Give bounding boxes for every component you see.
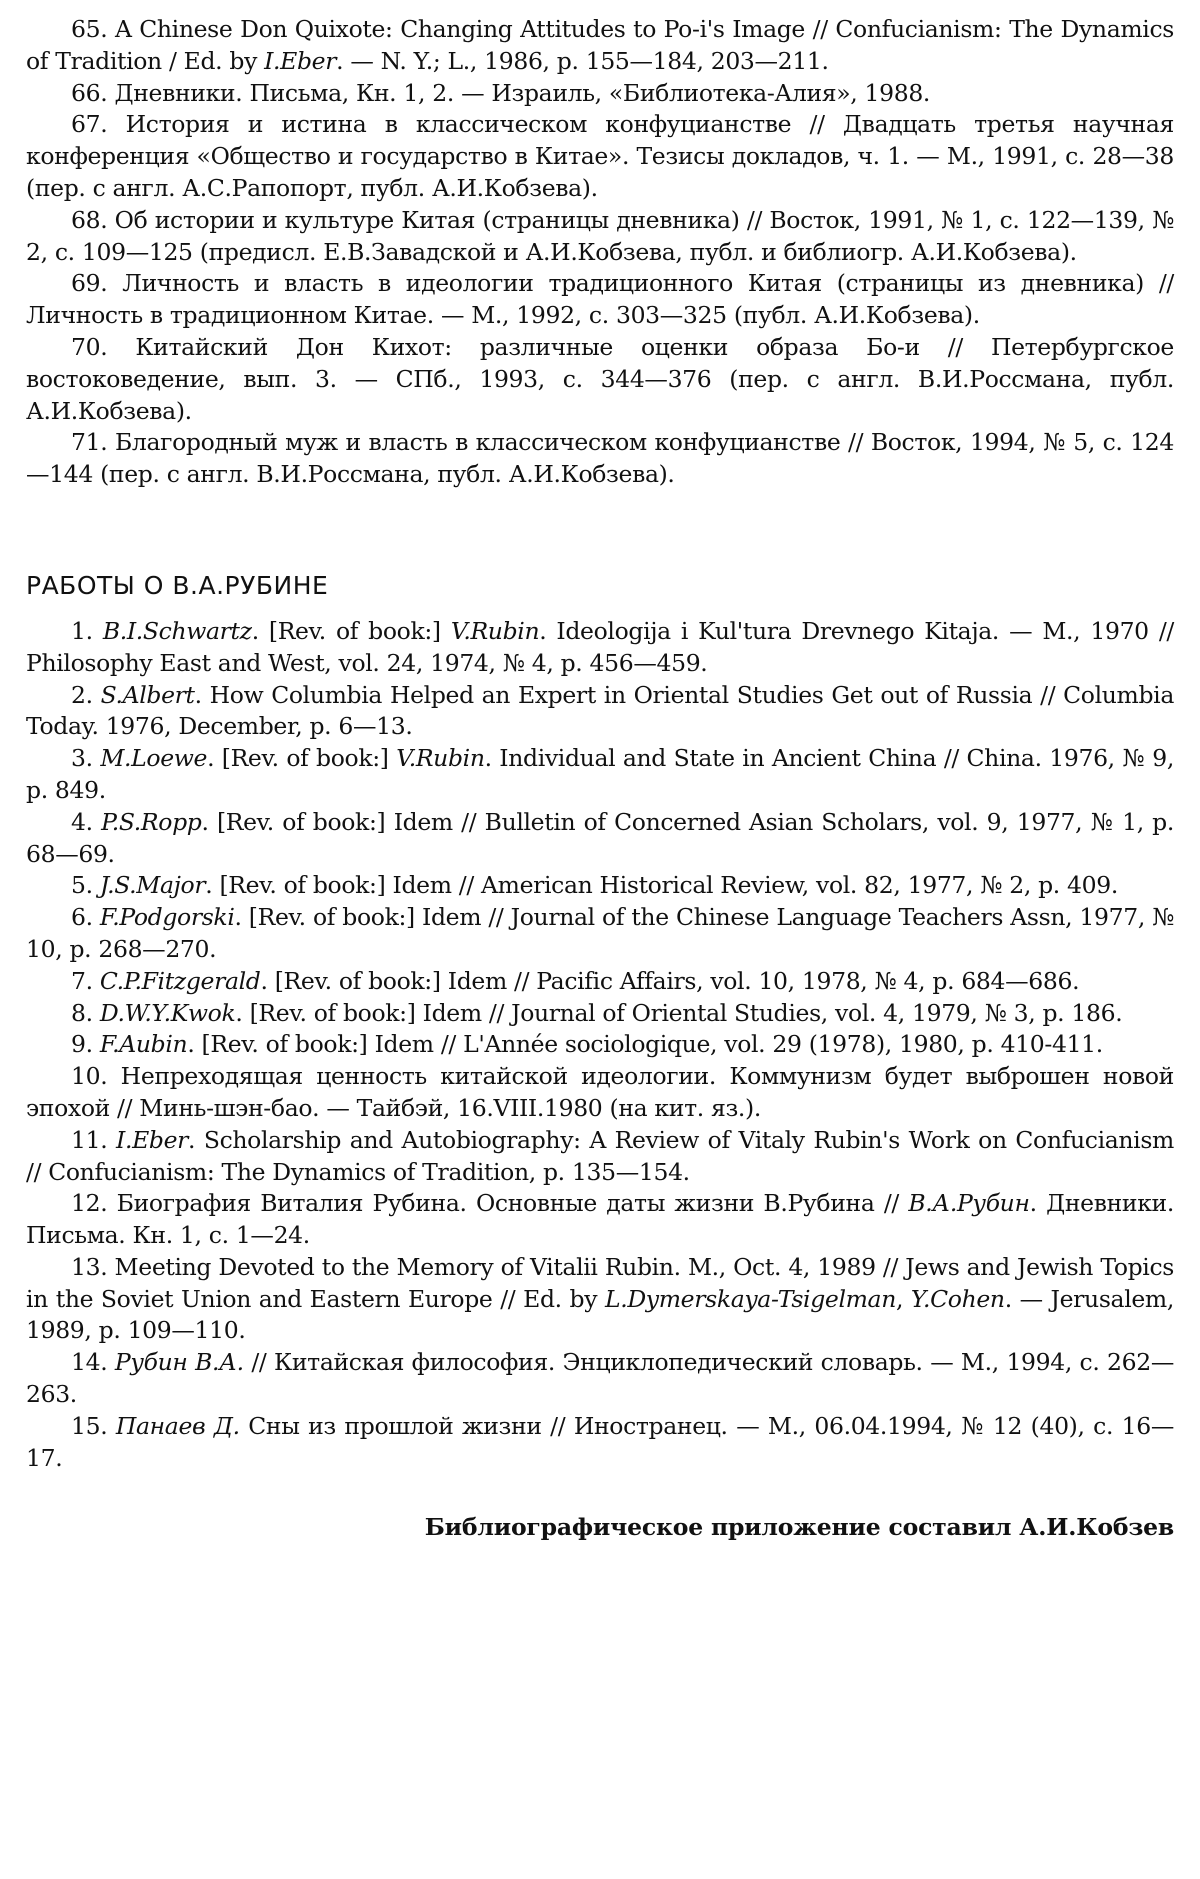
bibliography-entry: 8. D.W.Y.Kwok. [Rev. of book:] Idem // Journal of Oriental Studies, vol. 4, 1979, № 3, p. 186. xyxy=(71,998,1123,1027)
bibliography-entry: 71. Благородный муж и власть в классическом конфуцианстве // Восток, 1994, № 5, с. 124—144 (пер. с англ. В.И.Россмана, публ. А.И.Кобзева). xyxy=(26,428,1174,489)
section-spacer xyxy=(26,491,1174,570)
bibliography-entry: 6. F.Podgorski. [Rev. of book:] Idem // Journal of the Chinese Language Teachers Assn, 1977, № 10, p. 268—270. xyxy=(26,903,1175,963)
bibliography-entry: 66. Дневники. Письма, Кн. 1, 2. — Израиль, «Библиотека-Алия», 1988. xyxy=(71,78,931,107)
compiler-signature: Библиографическое приложение составил А.И.Кобзев xyxy=(424,1513,1174,1542)
bibliography-entry: 15. Панаев Д. Сны из прошлой жизни // Иностранец. — М., 06.04.1994, № 12 (40), с. 16—17. xyxy=(26,1411,1174,1472)
bibliography-entry: 3. M.Loewe. [Rev. of book:] V.Rubin. Individual and State in Ancient China // China. 1976, № 9, p. 849. xyxy=(26,744,1175,804)
bibliography-entry: 69. Личность и власть в идеологии традиционного Китая (страницы из дневника) // Личность в традиционном Китае. — М., 1992, с. 303—325 (публ. А.И.Кобзева). xyxy=(26,269,1174,330)
bibliography-entry: 1. B.I.Schwartz. [Rev. of book:] V.Rubin. Ideologija i Kul'tura Drevnego Kitaja. — M., 1970 // Philosophy East and West, vol. 24, 1974, № 4, p. 456—459. xyxy=(26,616,1175,677)
bibliography-entry: 4. P.S.Ropp. [Rev. of book:] Idem // Bulletin of Concerned Asian Scholars, vol. 9, 1977, № 1, p. 68—69. xyxy=(26,807,1174,868)
bibliography-entry: 11. I.Eber. Scholarship and Autobiography: A Review of Vitaly Rubin's Work on Confucianism // Confucianism: The Dynamics of Tradition, p. 135—154. xyxy=(26,1125,1174,1186)
page xyxy=(26,14,1174,1568)
bibliography-entry: 65. A Chinese Don Quixote: Changing Attitudes to Po-i's Image // Confucianism: The Dynamics of Tradition / Ed. by I.Eber. — N. Y.; L., 1986, p. 155—184, 203—211. xyxy=(26,15,1174,75)
bibliography-entry: 7. C.P.Fitzgerald. [Rev. of book:] Idem // Pacific Affairs, vol. 10, 1978, № 4, p. 684—686. xyxy=(71,966,1080,995)
bibliography-entry: 12. Биография Виталия Рубина. Основные даты жизни В.Рубина // В.А.Рубин. Дневники. Письма. Кн. 1, с. 1—24. xyxy=(26,1189,1174,1250)
bibliography-entry: 67. История и истина в классическом конфуцианстве // Двадцать третья научная конференция «Общество и государство в Китае». Тезисы докладов, ч. 1. — М., 1991, с. 28—38 (пер. с англ. А.С.Рапопорт, публ. А.И.Кобзева). xyxy=(26,110,1174,202)
bibliography-entry: 70. Китайский Дон Кихот: различные оценки образа Бо-и // Петербургское востоковедение, вып. 3. — СПб., 1993, с. 344—376 (пер. с англ. В.И.Россмана, публ. А.И.Кобзева). xyxy=(26,332,1174,425)
bibliography-entry: 5. J.S.Major. [Rev. of book:] Idem // American Historical Review, vol. 82, 1977, № 2, p. 409. xyxy=(71,871,1118,900)
bibliography-entry: 13. Meeting Devoted to the Memory of Vitalii Rubin. M., Oct. 4, 1989 // Jews and Jewish Topics in the Soviet Union and Eastern Europe // Ed. by L.Dymerskaya-Tsigelman, Y.Cohen. — Jerusalem, 1989, p. 109—110. xyxy=(26,1252,1174,1345)
bibliography-entry: 2. S.Albert. How Columbia Helped an Expert in Oriental Studies Get out of Russia // Columbia Today. 1976, December, p. 6—13. xyxy=(26,680,1175,741)
bibliography-entry: 10. Непреходящая ценность китайской идеологии. Коммунизм будет выброшен новой эпохой // Минь-шэн-бао. — Тайбэй, 16.VIII.1980 (на кит. яз.). xyxy=(26,1062,1174,1122)
bibliography-entry: 68. Об истории и культуре Китая (страницы дневника) // Восток, 1991, № 1, с. 122—139, № 2, с. 109—125 (предисл. Е.В.Завадской и А.И.Кобзева, публ. и библиогр. А.И.Кобзева). xyxy=(26,205,1174,266)
section-heading: РАБОТЫ О В.А.РУБИНЕ xyxy=(26,570,329,600)
bibliography-entry: 14. Рубин В.А. // Китайская философия. Энциклопедический словарь. — М., 1994, с. 262—263. xyxy=(26,1348,1174,1409)
bibliography-entry: 9. F.Aubin. [Rev. of book:] Idem // L'Année sociologique, vol. 29 (1978), 1980, p. 410-411. xyxy=(71,1030,1103,1059)
